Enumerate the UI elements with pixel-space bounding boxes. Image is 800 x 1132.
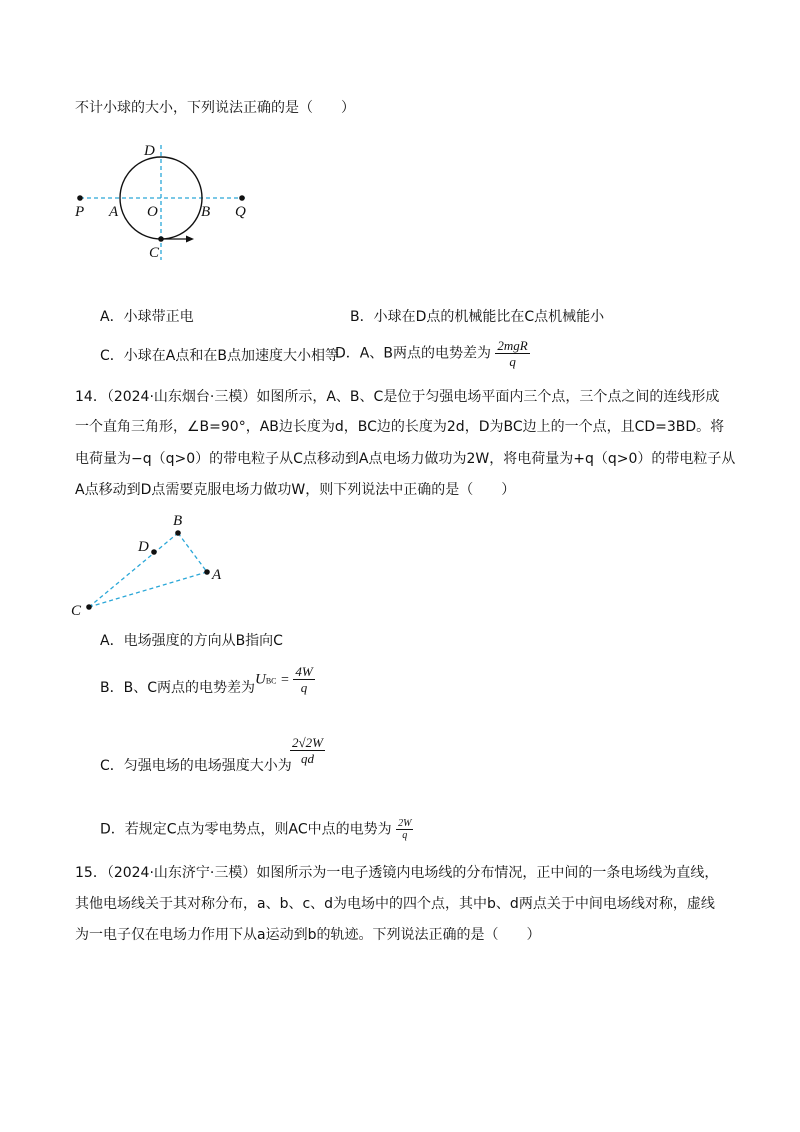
q14-number: 14． [75,389,107,405]
q14-triangle-figure [65,505,245,620]
label-P: P [75,204,85,220]
q13-option-b: B．小球在D点的机械能比在C点机械能小 [350,309,605,325]
q15-stem-line1: 15．（2024·山东济宁·三模）如图所示为一电子透镜内电场线的分布情况，正中间的一条电场线为直线， [75,865,719,881]
q13-option-a: A．小球带正电 [100,309,194,325]
label-C: C [71,603,82,619]
q14-option-d-text: D．若规定C点为零电势点，则AC中点的电势为 [100,821,392,838]
q13-circle-figure [60,135,260,265]
q15-source: （2024·山东济宁·三模） [106,865,257,881]
label-Q: Q [235,204,246,220]
q14-option-b [100,678,255,698]
q14-option-b-formula: UBC = $\frac{4W}{q}$ [255,664,313,695]
q15-stem-line3: 为一电子仅在电场力作用下从a运动到b的轨迹。下列说法正确的是（ ） [75,927,541,943]
q14-option-b-text: B．B、C两点的电势差为 [100,680,255,696]
q14-stem-line4: A点移动到D点需要克服电场力做功W，则下列说法中正确的是（ ） [75,482,516,498]
q13-option-d-text: D．A、B两点的电势差为 [335,345,491,362]
q14-option-c-fraction: $\frac{2√2W}{qd}$ [292,735,323,766]
q15-number: 15． [75,865,107,881]
q15-stem-line2: 其他电场线关于其对称分布，a、b、c、d为电场中的四个点，其中b、d两点关于中间电场线对称，虚线 [75,896,715,912]
q13-option-c: C．小球在A点和在B点加速度大小相等 [100,348,339,364]
label-B: B [173,513,183,529]
q14-stem-line1: 14．（2024·山东烟台·三模）如图所示，A、B、C是位于匀强电场平面内三个点，三个点之间的连线形成 [75,389,720,405]
label-A: A [109,204,119,220]
q14-option-d [100,818,413,841]
q14-option-c [100,756,292,776]
q14-option-c-formula [290,735,325,766]
q13-intro: 不计小球的大小，下列说法正确的是（ ） [75,100,355,116]
q14-option-c-text: C．匀强电场的电场强度大小为 [100,758,292,774]
label-D: D [144,143,155,159]
label-B: B [201,204,211,220]
q13-option-d-fraction: $\frac{\text{2mgR}}{q}$ [497,338,528,369]
q14-stem-line3: 电荷量为−q（q>0）的带电粒子从C点移动到A点电场力做功为2W，将电荷量为+q（q>0）的带电粒子从 [75,451,736,467]
q14-source: （2024·山东烟台·三模） [106,389,257,405]
label-O: O [147,204,158,220]
label-C: C [149,245,160,261]
label-A: A [212,567,222,583]
q14-option-a: A．电场强度的方向从B指向C [100,633,283,649]
q13-option-d [335,338,530,369]
q14-stem-line2: 一个直角三角形，∠B=90°，AB边长度为d，BC边的长度为2d，D为BC边上的一个点，且CD=3BD。将 [75,419,725,435]
q14-option-d-fraction: $\frac{2W}{q}$ [398,818,412,841]
label-D: D [138,539,149,555]
q14-option-b-fraction: $\frac{4W}{q}$ [295,664,313,695]
